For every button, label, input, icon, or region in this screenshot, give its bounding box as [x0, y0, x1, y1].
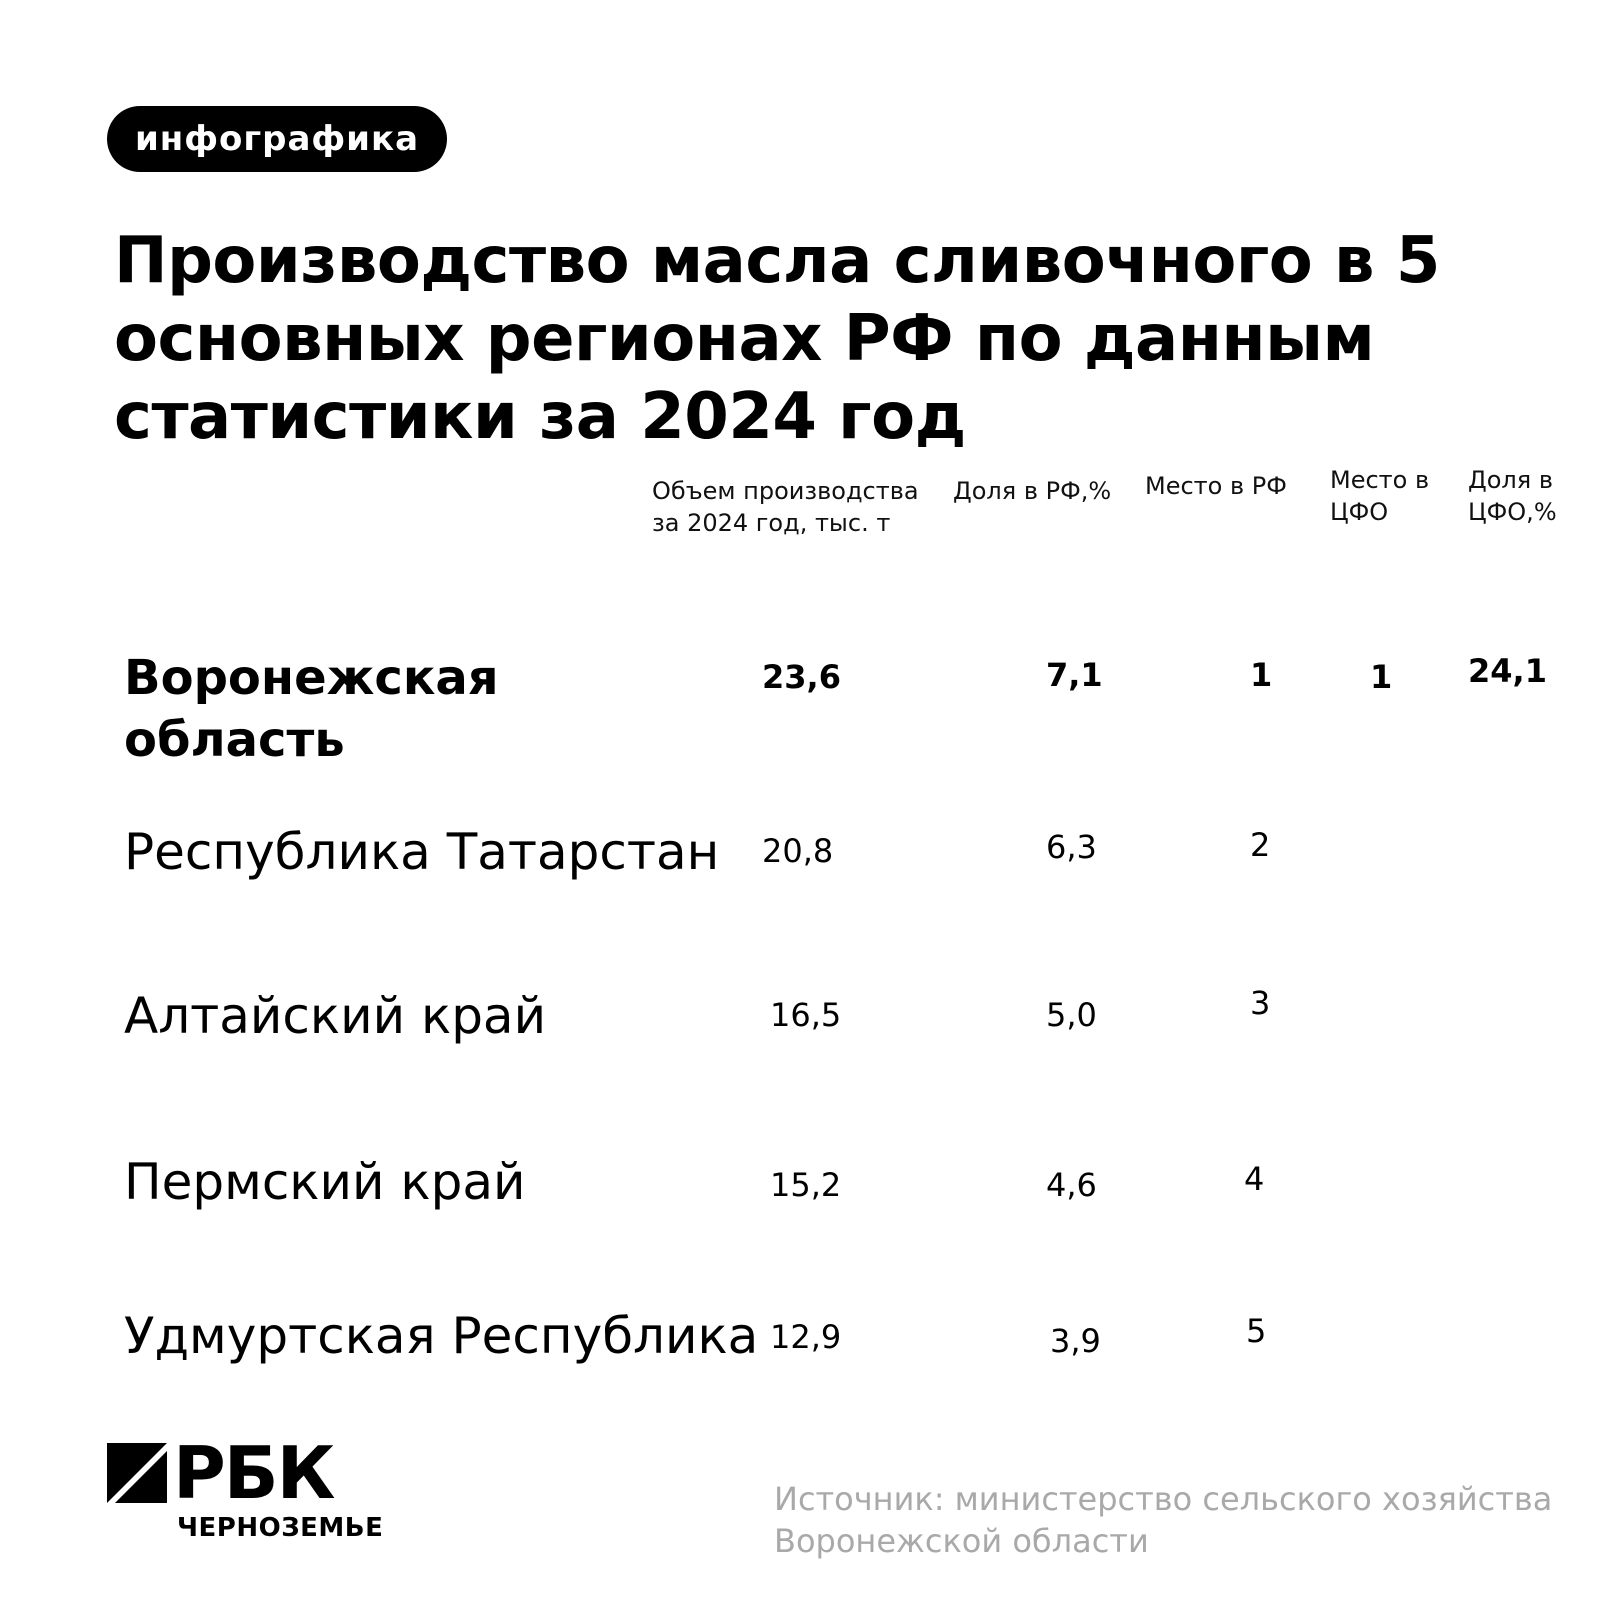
place-rf-value: 1: [1250, 656, 1273, 694]
column-header-volume: [652, 475, 919, 539]
column-header-volume-line-2: за 2024 год, тыс. т: [652, 509, 891, 537]
share-rf-value: 3,9: [1050, 1322, 1101, 1360]
region-name-line-1: Воронежская: [124, 650, 499, 706]
place-rf-value: 5: [1246, 1312, 1267, 1350]
volume-value: 20,8: [762, 832, 834, 870]
volume-value: 12,9: [770, 1318, 842, 1356]
column-header-volume-line-1: Объем производства: [652, 477, 919, 505]
region-name: Пермский край: [124, 1153, 526, 1211]
share-rf-value: 5,0: [1046, 996, 1097, 1034]
place-rf-value: 3: [1250, 984, 1271, 1022]
region-name: Республика Татарстан: [124, 823, 720, 881]
source-line-2: Воронежской области: [774, 1522, 1149, 1560]
source-line-1: Источник: министерство сельского хозяйства: [774, 1480, 1553, 1518]
volume-value: 15,2: [770, 1166, 842, 1204]
logo-subtitle: ЧЕРНОЗЕМЬЕ: [177, 1513, 384, 1543]
place-rf-value: 2: [1250, 826, 1271, 864]
share-rf-value: 7,1: [1046, 656, 1103, 694]
rbc-slash-square-icon: [107, 1443, 167, 1503]
column-header-share-rf-line-1: Доля в РФ,%: [953, 477, 1112, 505]
place-rf-value: 4: [1244, 1160, 1265, 1198]
source-note: [774, 1478, 1584, 1562]
rbc-logo: [107, 1431, 407, 1553]
column-header-share-cfo-line-1: Доля в: [1468, 466, 1553, 494]
column-header-place-rf-line-1: Место в РФ: [1145, 472, 1287, 500]
page-title: [114, 222, 1534, 456]
volume-value: 23,6: [762, 658, 841, 696]
region-name: Алтайский край: [124, 987, 547, 1045]
region-name: Удмуртская Республика: [124, 1307, 759, 1365]
share-rf-value: 4,6: [1046, 1166, 1097, 1204]
column-header-place-cfo: [1330, 464, 1429, 528]
title-line-3: статистики за 2024 год: [114, 380, 966, 454]
column-header-place-cfo-line-2: ЦФО: [1330, 498, 1389, 526]
column-header-place-cfo-line-1: Место в: [1330, 466, 1430, 494]
infographic-badge: инфографика: [107, 106, 447, 172]
logo-name: РБК: [173, 1431, 334, 1515]
column-header-share-cfo-line-2: ЦФО,%: [1468, 498, 1557, 526]
title-line-1: Производство масла сливочного в 5: [114, 224, 1440, 298]
column-header-share-cfo: [1468, 464, 1557, 528]
place-cfo-value: 1: [1370, 658, 1393, 696]
region-name-line-2: область: [124, 712, 345, 768]
volume-value: 16,5: [770, 996, 842, 1034]
share-cfo-value: 24,1: [1468, 652, 1547, 690]
column-header-place-rf: [1145, 470, 1287, 502]
title-line-2: основных регионах РФ по данным: [114, 302, 1375, 376]
share-rf-value: 6,3: [1046, 828, 1097, 866]
column-header-share-rf: [953, 475, 1111, 507]
